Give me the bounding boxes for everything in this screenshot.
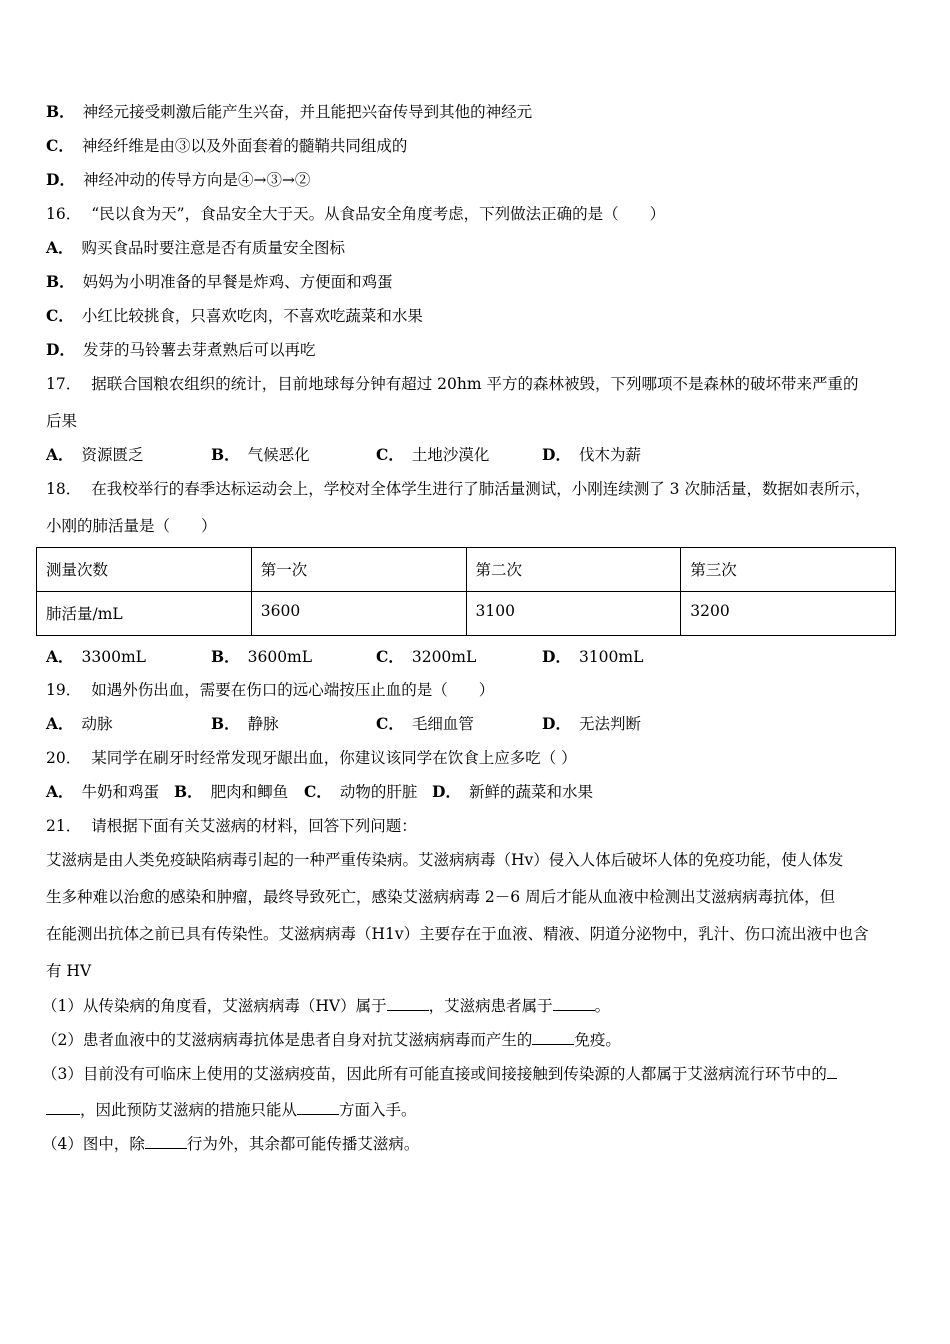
option-text: 气候恶化	[247, 446, 310, 464]
option-text: 神经纤维是由③以及外面套着的髓鞘共同组成的	[81, 137, 408, 155]
question-number: 17．	[46, 375, 82, 393]
option-text: 动脉	[81, 715, 113, 733]
q20-stem	[46, 748, 577, 768]
q16-option-a[interactable]	[46, 238, 345, 258]
option-letter: A．	[46, 445, 74, 464]
table-cell: 第一次	[251, 548, 466, 592]
q21-sub-1	[42, 996, 610, 1016]
q21-sub-4	[42, 1134, 419, 1154]
answer-blank[interactable]	[145, 1134, 187, 1149]
answer-blank[interactable]	[297, 1100, 339, 1115]
option-letter: B．	[211, 445, 240, 464]
answer-blank[interactable]	[827, 1064, 837, 1079]
option-text: 资源匮乏	[81, 446, 144, 464]
q15-option-d[interactable]	[46, 170, 310, 190]
q21-sub-2	[42, 1030, 621, 1050]
question-text: “民以食为天”，食品安全大于天。从食品安全角度考虑，下列做法正确的是（ ）	[91, 205, 666, 223]
option-text: 神经冲动的传导方向是④→③→②	[82, 171, 311, 189]
q21-material-line: 生多种难以治愈的感染和肿瘤，最终导致死亡，感染艾滋病病毒 2－6 周后才能从血液中检测出艾滋病病毒抗体，但	[46, 888, 836, 906]
sub-question-text: ，因此预防艾滋病的措施只能从	[80, 1101, 298, 1119]
option-letter: C．	[376, 647, 404, 666]
option-letter: C．	[376, 445, 404, 464]
q21-sub-3-continued	[46, 1100, 417, 1120]
option-text: 3300mL	[81, 648, 146, 666]
question-text: 在我校举行的春季达标运动会上，学校对全体学生进行了肺活量测试，小刚连续测了 3 次肺活量，数据如表所示，	[91, 480, 871, 498]
sub-question-text: 行为外，其余都可能传播艾滋病。	[186, 1135, 420, 1153]
answer-blank[interactable]	[387, 996, 429, 1011]
option-letter: D．	[542, 647, 571, 666]
table-header-row	[37, 548, 896, 592]
q20-option-c[interactable]	[304, 782, 417, 802]
option-letter: D．	[432, 782, 461, 801]
option-text: 3100mL	[578, 648, 644, 666]
option-letter: D．	[46, 170, 75, 189]
option-text: 伐木为薪	[578, 446, 641, 464]
q21-material-line: 在能测出抗体之前已具有传染性。艾滋病病毒（H1v）主要存在于血液、精液、阴道分泌物中，乳汁、伤口流出液中也含	[46, 925, 869, 943]
option-text: 小红比较挑食，只喜欢吃肉，不喜欢吃蔬菜和水果	[81, 307, 423, 325]
option-letter: D．	[542, 445, 571, 464]
option-letter: A．	[46, 647, 74, 666]
option-letter: B．	[211, 647, 240, 666]
question-number: 21．	[46, 817, 82, 835]
q21-stem	[46, 816, 417, 836]
question-text: 据联合国粮农组织的统计，目前地球每分钟有超过 20hm 平方的森林被毁，下列哪项不是森林的破坏带来严重的	[91, 375, 859, 393]
sub-question-text: 免疫。	[574, 1031, 621, 1049]
sub-question-text: 方面入手。	[339, 1101, 417, 1119]
question-number: 19．	[46, 681, 82, 699]
q21-sub-3	[42, 1064, 837, 1084]
q17-option-d[interactable]	[542, 445, 641, 465]
option-text: 3200mL	[411, 648, 477, 666]
option-letter: D．	[46, 340, 75, 359]
answer-blank[interactable]	[532, 1030, 574, 1045]
option-text: 无法判断	[578, 715, 641, 733]
option-letter: D．	[542, 714, 571, 733]
q19-option-d[interactable]	[542, 714, 641, 734]
answer-blank[interactable]	[553, 996, 595, 1011]
table-cell: 测量次数	[37, 548, 252, 592]
option-letter: C．	[376, 714, 404, 733]
sub-question-text: ，艾滋病患者属于	[428, 997, 553, 1015]
q18-stem-continued: 小刚的肺活量是（ ）	[46, 517, 217, 535]
sub-question-text: （4）图中，除	[42, 1135, 145, 1153]
q18-option-b[interactable]	[211, 647, 312, 667]
option-text: 神经元接受刺激后能产生兴奋，并且能把兴奋传导到其他的神经元	[82, 103, 533, 121]
sub-question-text: （3）目前没有可临床上使用的艾滋病疫苗，因此所有可能直接或间接接触到传染源的人都属于艾滋病流行环节中的	[42, 1065, 827, 1083]
option-text: 3600mL	[247, 648, 313, 666]
option-text: 新鲜的蔬菜和水果	[468, 783, 593, 801]
q19-stem	[46, 680, 494, 700]
option-text: 土地沙漠化	[411, 446, 490, 464]
q15-option-b[interactable]	[46, 102, 532, 122]
option-text: 毛细血管	[411, 715, 474, 733]
sub-question-text: （2）患者血液中的艾滋病病毒抗体是患者自身对抗艾滋病病毒而产生的	[42, 1031, 533, 1049]
table-cell: 3600	[251, 592, 466, 636]
sub-question-text: （1）从传染病的角度看，艾滋病病毒（HV）属于	[42, 997, 387, 1015]
q18-stem	[46, 479, 870, 499]
question-text: 请根据下面有关艾滋病的材料，回答下列问题：	[91, 817, 417, 835]
option-letter: A．	[46, 782, 74, 801]
option-text: 牛奶和鸡蛋	[81, 783, 160, 801]
q16-option-b[interactable]	[46, 272, 393, 292]
option-letter: B．	[174, 782, 203, 801]
q18-option-a[interactable]	[46, 647, 146, 667]
q21-material-line: 有 HV	[46, 962, 92, 980]
option-letter: B．	[211, 714, 240, 733]
sub-question-text: 。	[594, 997, 611, 1015]
q17-stem-continued: 后果	[46, 412, 78, 430]
table-cell: 第三次	[681, 548, 896, 592]
option-text: 动物的肝脏	[339, 783, 418, 801]
option-letter: C．	[46, 306, 74, 325]
option-text: 肥肉和鲫鱼	[210, 783, 289, 801]
table-cell: 3200	[681, 592, 896, 636]
table-cell: 第二次	[466, 548, 681, 592]
q15-option-c[interactable]	[46, 136, 407, 156]
q17-stem	[46, 374, 859, 394]
answer-blank[interactable]	[46, 1100, 80, 1115]
lung-capacity-table	[36, 547, 896, 636]
q20-option-b[interactable]	[174, 782, 288, 802]
option-letter: B．	[46, 272, 75, 291]
q20-option-a[interactable]	[46, 782, 159, 802]
q19-option-a[interactable]	[46, 714, 113, 734]
q19-option-c[interactable]	[376, 714, 474, 734]
table-cell: 3100	[466, 592, 681, 636]
q21-material-line: 艾滋病是由人类免疫缺陷病毒引起的一种严重传染病。艾滋病病毒（Hv）侵入人体后破坏人体的免疫功能，使人体发	[46, 851, 844, 869]
q16-option-d[interactable]	[46, 340, 315, 360]
question-number: 18．	[46, 480, 82, 498]
q19-option-b[interactable]	[211, 714, 279, 734]
option-letter: C．	[46, 136, 74, 155]
q17-option-c[interactable]	[376, 445, 489, 465]
option-letter: A．	[46, 238, 74, 257]
q18-option-c[interactable]	[376, 647, 476, 667]
option-letter: B．	[46, 102, 75, 121]
question-text: 某同学在刷牙时经常发现牙龈出血，你建议该同学在饮食上应多吃（ ）	[91, 749, 577, 767]
option-text: 发芽的马铃薯去芽煮熟后可以再吃	[82, 341, 316, 359]
q17-option-b[interactable]	[211, 445, 310, 465]
q20-option-d[interactable]	[432, 782, 593, 802]
question-number: 20．	[46, 749, 82, 767]
q16-option-c[interactable]	[46, 306, 423, 326]
table-row	[37, 592, 896, 636]
q17-option-a[interactable]	[46, 445, 144, 465]
option-text: 妈妈为小明准备的早餐是炸鸡、方便面和鸡蛋	[82, 273, 393, 291]
question-number: 16．	[46, 205, 82, 223]
option-letter: A．	[46, 714, 74, 733]
q16-stem	[46, 204, 665, 224]
option-text: 购买食品时要注意是否有质量安全图标	[81, 239, 346, 257]
option-text: 静脉	[247, 715, 279, 733]
q18-option-d[interactable]	[542, 647, 643, 667]
question-text: 如遇外伤出血，需要在伤口的远心端按压止血的是（ ）	[91, 681, 495, 699]
option-letter: C．	[304, 782, 332, 801]
table-cell: 肺活量/mL	[37, 592, 252, 636]
